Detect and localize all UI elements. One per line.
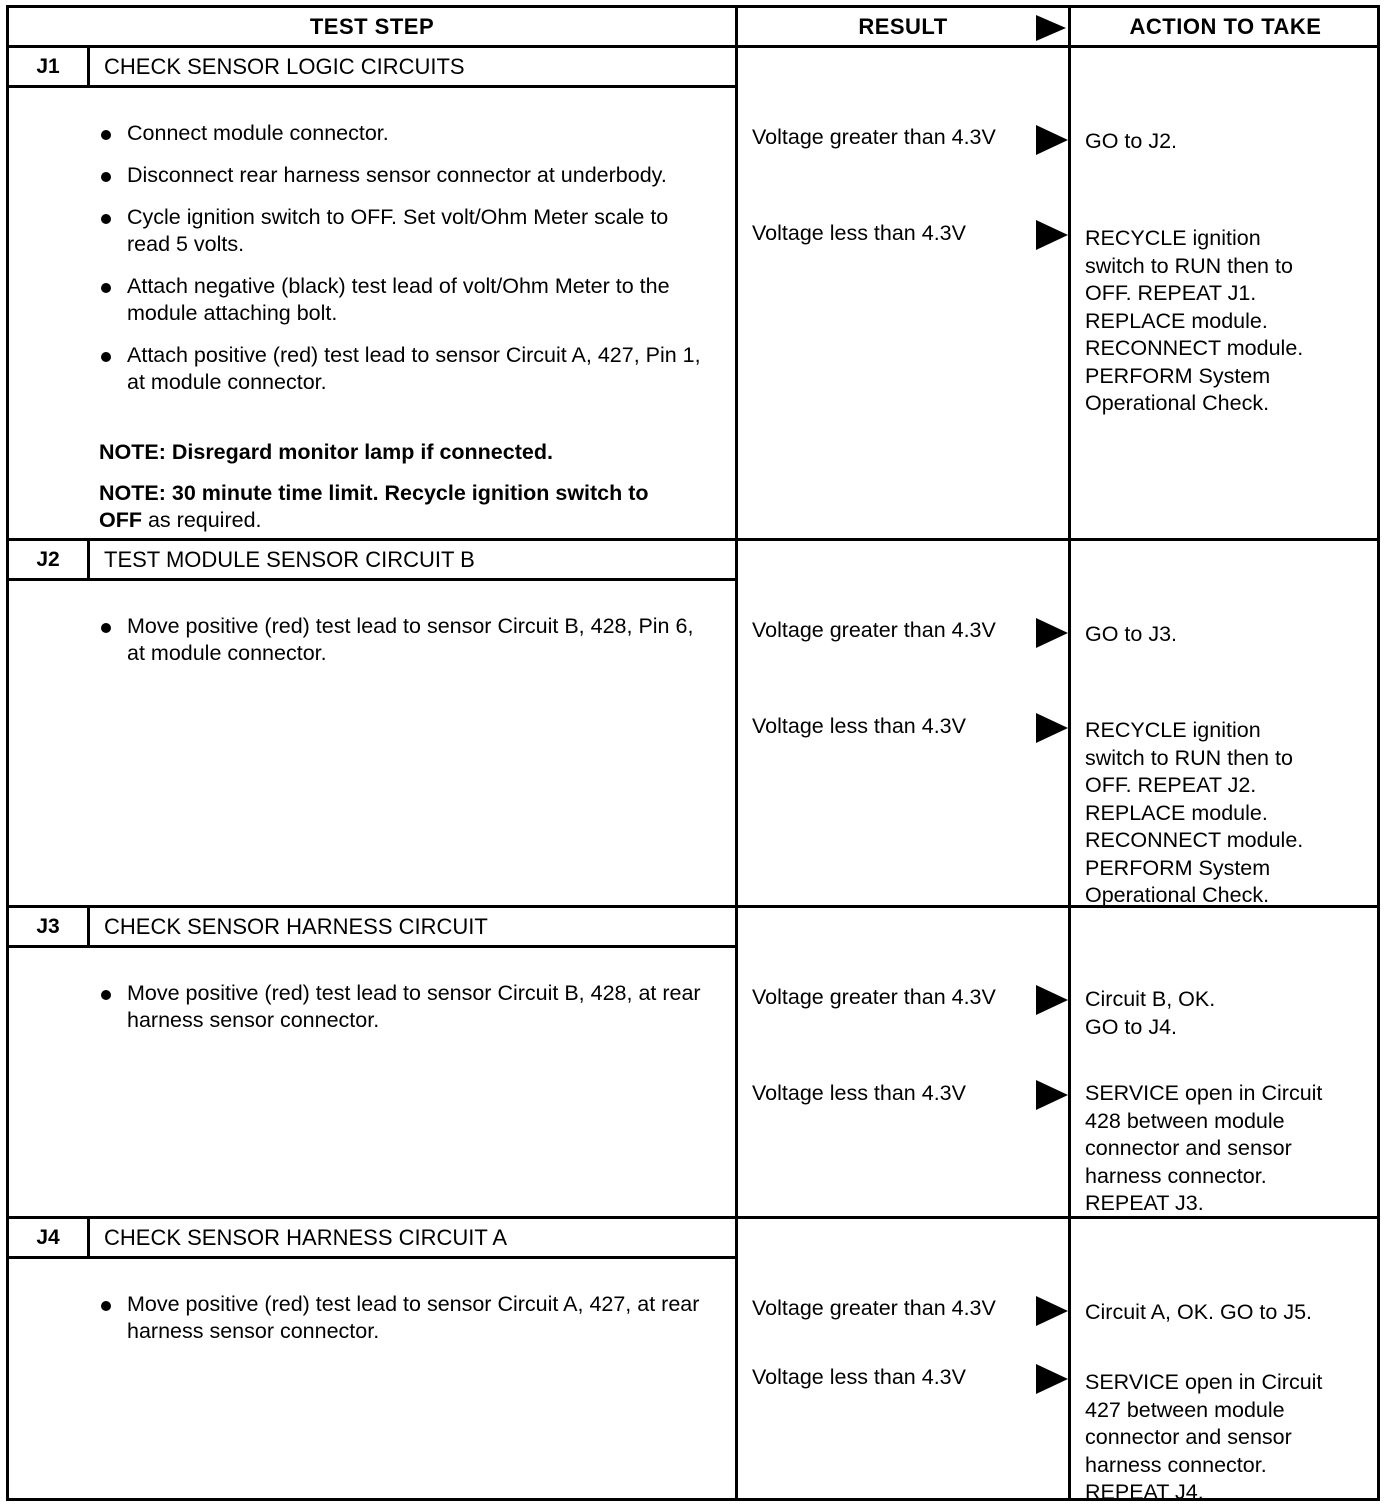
- step-header: [9, 1219, 735, 1259]
- action-cell: [1071, 541, 1377, 905]
- action-cell: [1071, 48, 1377, 538]
- bullet-item: Connect module connector.: [99, 120, 715, 147]
- action-text: Circuit B, OK. GO to J4.: [1085, 987, 1216, 1039]
- header-test-step: TEST STEP: [9, 8, 738, 48]
- bullet-item: Cycle ignition switch to OFF. Set volt/Ohm Meter scale to read 5 volts.: [99, 204, 715, 258]
- step-id: J4: [9, 1219, 90, 1256]
- step-bullets: [99, 980, 715, 1049]
- step-id: J2: [9, 541, 90, 578]
- arrow-right-icon: [1036, 713, 1068, 743]
- result-text: Voltage less than 4.3V: [752, 714, 966, 738]
- step-bullets: [99, 1291, 715, 1360]
- test-step-cell: [9, 908, 738, 1216]
- action-text: SERVICE open in Circuit 427 between module connector and sensor harness connector. REPEAT J4.: [1085, 1370, 1323, 1504]
- arrow-right-icon: [1036, 15, 1066, 41]
- step-j3: [9, 908, 1377, 1219]
- bullet-item: Disconnect rear harness sensor connector at underbody.: [99, 162, 715, 189]
- note: NOTE: Disregard monitor lamp if connected.: [99, 440, 553, 464]
- arrow-right-icon: [1036, 1364, 1068, 1394]
- step-title: CHECK SENSOR HARNESS CIRCUIT A: [104, 1224, 508, 1250]
- step-j2: [9, 541, 1377, 908]
- result-cell: [738, 541, 1071, 905]
- result-text: Voltage less than 4.3V: [752, 221, 966, 245]
- diagnostic-table: [6, 5, 1380, 1504]
- result-cell: [738, 908, 1071, 1216]
- bullet-item: Move positive (red) test lead to sensor Circuit A, 427, at rear harness sensor connector.: [99, 1291, 715, 1345]
- result-text: Voltage greater than 4.3V: [752, 125, 996, 149]
- result-text: Voltage less than 4.3V: [752, 1365, 966, 1389]
- result-cell: [738, 48, 1071, 538]
- step-header: [9, 541, 735, 581]
- bullet-item: Attach positive (red) test lead to sensor Circuit A, 427, Pin 1, at module connector.: [99, 342, 715, 396]
- action-text: Circuit A, OK. GO to J5.: [1085, 1300, 1313, 1324]
- action-text: GO to J2.: [1085, 129, 1178, 153]
- result-text: Voltage less than 4.3V: [752, 1081, 966, 1105]
- action-text: SERVICE open in Circuit 428 between module connector and sensor harness connector. REPEAT J3.: [1085, 1081, 1323, 1215]
- step-bullets: [99, 120, 715, 411]
- result-text: Voltage greater than 4.3V: [752, 618, 996, 642]
- result-cell: [738, 1219, 1071, 1498]
- step-header: [9, 908, 735, 948]
- arrow-right-icon: [1036, 1080, 1068, 1110]
- test-step-cell: [9, 48, 738, 538]
- test-step-cell: [9, 541, 738, 905]
- step-title: TEST MODULE SENSOR CIRCUIT B: [104, 546, 475, 572]
- step-bullets: [99, 613, 715, 682]
- action-cell: [1071, 1219, 1377, 1504]
- arrow-right-icon: [1036, 1296, 1068, 1326]
- header-action: ACTION TO TAKE: [1071, 8, 1380, 48]
- bullet-item: Move positive (red) test lead to sensor Circuit B, 428, at rear harness sensor connector.: [99, 980, 715, 1034]
- note: NOTE: 30 minute time limit. Recycle ignition switch to OFF as required.: [99, 481, 649, 532]
- arrow-right-icon: [1036, 125, 1068, 155]
- arrow-right-icon: [1036, 985, 1068, 1015]
- step-id: J3: [9, 908, 90, 945]
- test-step-cell: [9, 1219, 738, 1498]
- action-text: RECYCLE ignition switch to RUN then to OFF. REPEAT J1. REPLACE module. RECONNECT module. PERFORM System Operational Check.: [1085, 226, 1304, 415]
- action-cell: [1071, 908, 1377, 1216]
- result-text: Voltage greater than 4.3V: [752, 985, 996, 1009]
- step-header: [9, 48, 735, 88]
- bullet-item: Move positive (red) test lead to sensor Circuit B, 428, Pin 6, at module connector.: [99, 613, 715, 667]
- result-text: Voltage greater than 4.3V: [752, 1296, 996, 1320]
- arrow-right-icon: [1036, 618, 1068, 648]
- arrow-right-icon: [1036, 220, 1068, 250]
- action-text: GO to J3.: [1085, 622, 1178, 646]
- action-text: RECYCLE ignition switch to RUN then to OFF. REPEAT J2. REPLACE module. RECONNECT module. PERFORM System Operational Check.: [1085, 718, 1304, 907]
- header-result: RESULT: [738, 8, 1071, 48]
- step-j1: [9, 48, 1377, 541]
- step-j4: [9, 1219, 1377, 1504]
- step-title: CHECK SENSOR LOGIC CIRCUITS: [104, 53, 465, 79]
- step-id: J1: [9, 48, 90, 85]
- step-title: CHECK SENSOR HARNESS CIRCUIT: [104, 913, 488, 939]
- bullet-item: Attach negative (black) test lead of volt/Ohm Meter to the module attaching bolt.: [99, 273, 715, 327]
